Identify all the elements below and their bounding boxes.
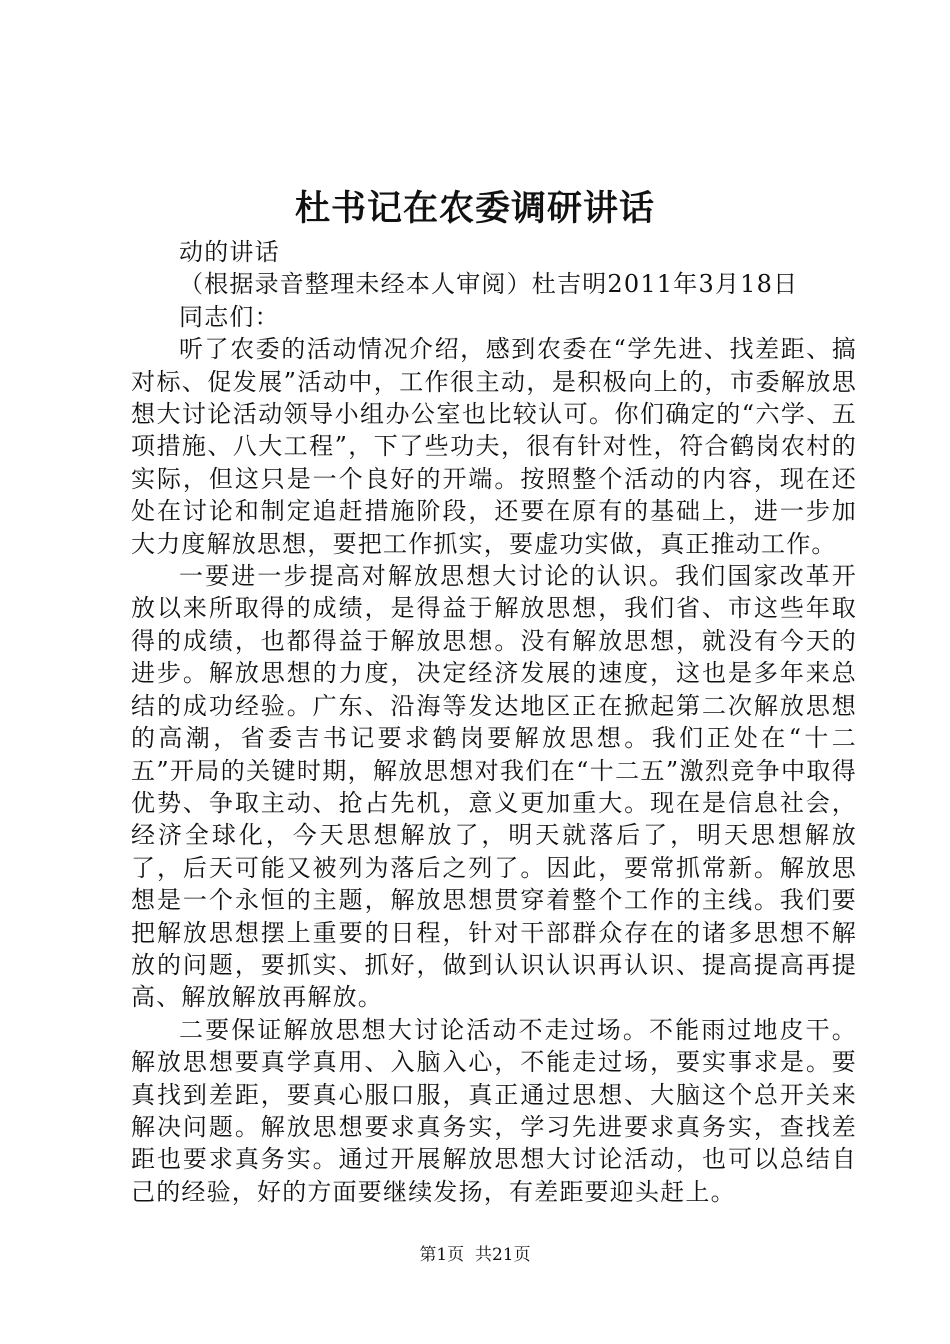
paragraph-intro: 听了农委的活动情况介绍，感到农委在“学先进、找差距、搞对标、促发展”活动中，工作很主动，是积极向上的，市委解放思想大讨论活动领导小组办公室也比较认可。你们确定的“六学、五项措施、八大工程”，下了些功夫，很有针对性，符合鹤岗农村的实际，但这只是一个良好的开端。按照整个活动的内容，现在还处在讨论和制定追赶措施阶段，还要在原有的基础上，进一步加大力度解放思想，要把工作抓实，要虚功实做，真正推动工作。 xyxy=(131,335,857,558)
page-footer xyxy=(0,1243,950,1267)
document-body xyxy=(131,236,857,1208)
paragraph-subtitle-fragment: 动的讲话 xyxy=(179,238,280,266)
paragraph-point-one: 一要进一步提高对解放思想大讨论的认识。我们国家改革开放以来所取得的成绩，是得益于解放思想，我们省、市这些年取得的成绩，也都得益于解放思想。没有解放思想，就没有今天的进步。解放思想的力度，决定经济发展的速度，这也是多年来总结的成功经验。广东、沿海等发达地区正在掀起第二次解放思想的高潮，省委吉书记要求鹤岗要解放思想。我们正处在“十二五”开局的关键时期，解放思想对我们在“十二五”激烈竞争中取得优势、争取主动、抢占先机，意义更加重大。现在是信息社会，经济全球化，今天思想解放了，明天就落后了，明天思想解放了，后天可能又被列为落后之列了。因此，要常抓常新。解放思想是一个永恒的主题，解放思想贯穿着整个工作的主线。我们要把解放思想摆上重要的日程，针对干部群众存在的诸多思想不解放的问题，要抓实、抓好，做到认识认识再认识、提高提高再提高、解放解放再解放。 xyxy=(131,562,857,1012)
paragraph-point-two: 二要保证解放思想大讨论活动不走过场。不能雨过地皮干。解放思想要真学真用、入脑入心，不能走过场，要实事求是。要真找到差距，要真心服口服，真正通过思想、大脑这个总开关来解决问题。解放思想要求真务实，学习先进要求真务实，查找差距也要求真务实。通过开展解放思想大讨论活动，也可以总结自己的经验，好的方面要继续发扬，有差距要迎头赶上。 xyxy=(131,1015,857,1206)
document-title: 杜书记在农委调研讲话 xyxy=(294,188,655,229)
paragraph-source-note: （根据录音整理未经本人审阅）杜吉明2011年3月18日 xyxy=(179,270,799,299)
page-number-label: 第1页 共21页 xyxy=(419,1245,531,1265)
paragraph-salutation: 同志们： xyxy=(179,302,280,331)
